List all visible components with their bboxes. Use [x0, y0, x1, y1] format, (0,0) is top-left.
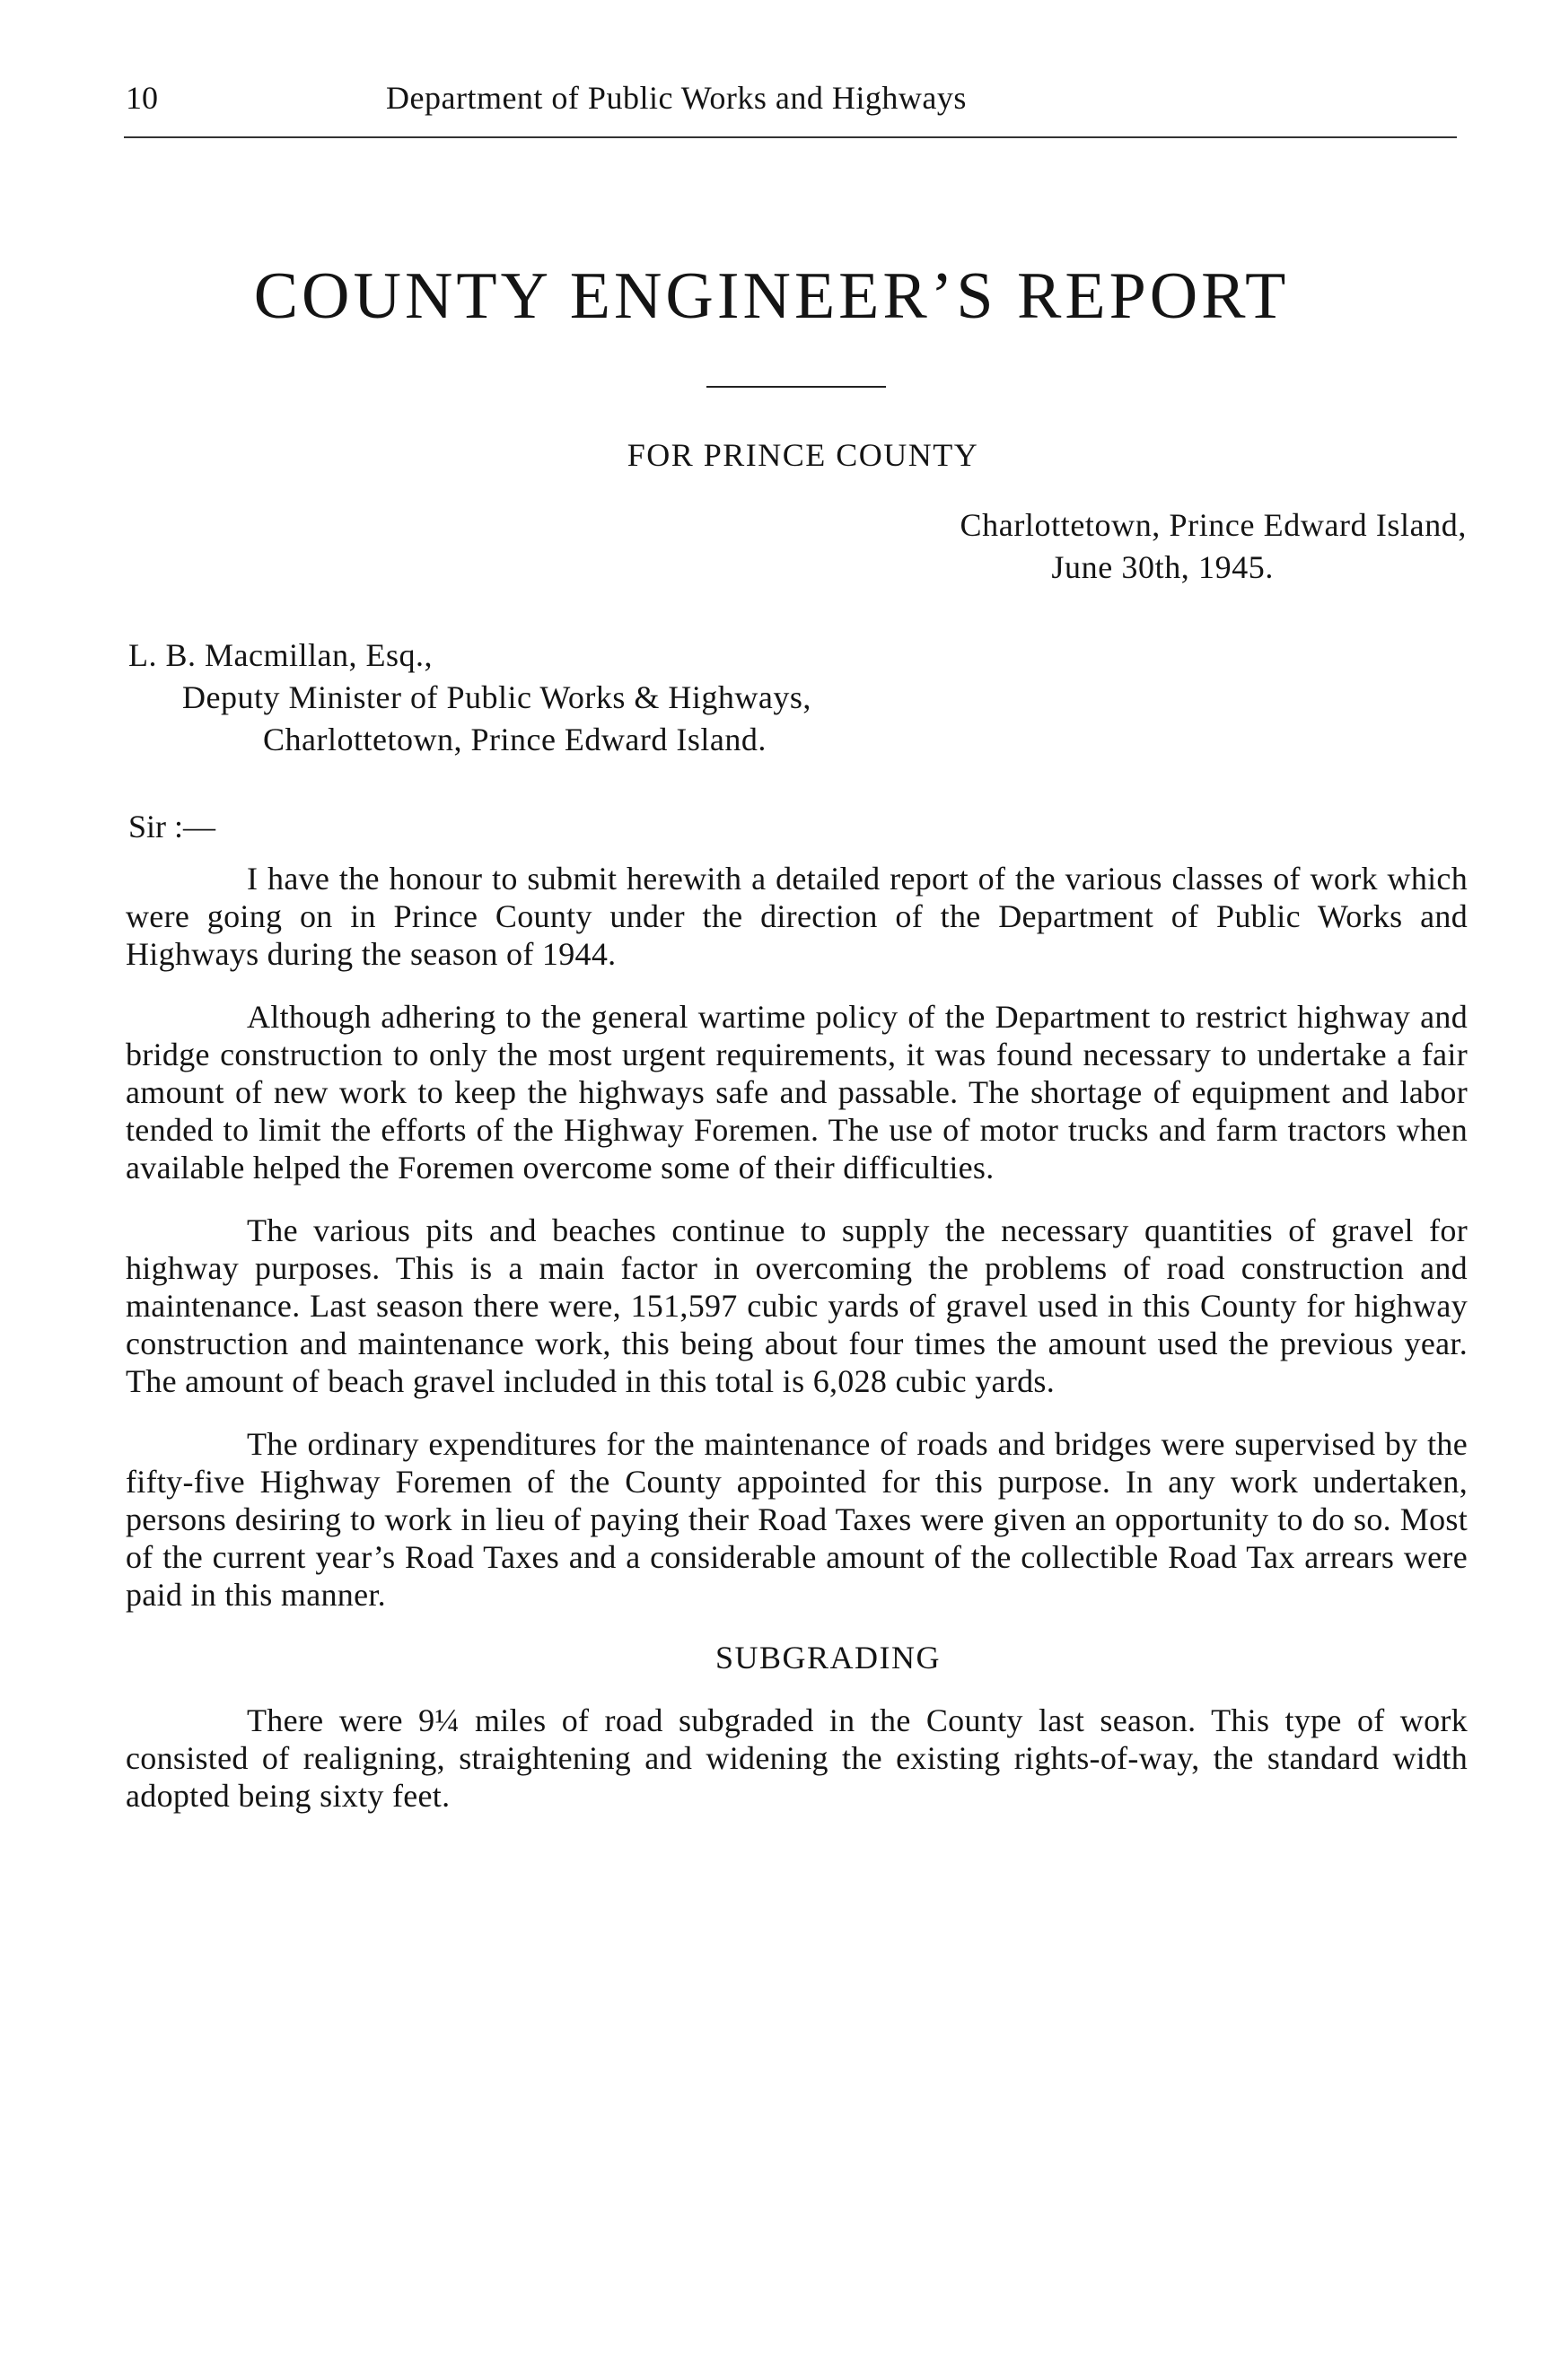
report-body	[126, 860, 1468, 1840]
running-title: Department of Public Works and Highways	[386, 80, 967, 116]
dateline-date: June 30th, 1945.	[1051, 549, 1274, 585]
report-subtitle: FOR PRINCE COUNTY	[627, 437, 979, 473]
title-divider	[706, 386, 886, 388]
page-number: 10	[126, 80, 158, 116]
dateline	[960, 504, 1467, 589]
subgrading-paragraph: There were 9¼ miles of road subgraded in the County last season. This type of work consisted of realigning, straightening and widening the existing rights-of-way, the standard width adopted being sixty feet.	[126, 1702, 1468, 1814]
body-paragraph: Although adhering to the general wartime policy of the Department to restrict highway and bridge construction to only the most urgent requirements, it was found necessary to undertake a fair amount of new work to keep the highways safe and passable. The shortage of equipment and labor tended to limit the efforts of the Highway Foremen. The use of motor trucks and farm tractors when available helped the Foremen overcome some of their difficulties.	[126, 999, 1468, 1186]
running-header	[126, 79, 1454, 124]
body-paragraph: I have the honour to submit herewith a detailed report of the various classes of work which were going on in Prince County under the direction of the Department of Public Works and Highways during the season of 1944.	[126, 861, 1468, 972]
body-paragraph: The various pits and beaches continue to supply the necessary quantities of gravel for highway purposes. This is a main factor in overcoming the problems of road construction and maintenance. Last season there were, 151,597 cubic yards of gravel used in this County for highway construction and maintenance work, this being about four times the amount used the previous year. The amount of beach gravel included in this total is 6,028 cubic yards.	[126, 1212, 1468, 1399]
addressee-position: Deputy Minister of Public Works & Highways,	[182, 679, 811, 715]
section-heading-subgrading: SUBGRADING	[715, 1640, 942, 1676]
body-paragraph: The ordinary expenditures for the maintenance of roads and bridges were supervised by the fifty-five Highway Foremen of the County appointed for this purpose. In any work undertaken, persons desiring to work in lieu of paying their Road Taxes were given an opportunity to do so. Most of the current year’s Road Taxes and a considerable amount of the collectible Road Tax arrears were paid in this manner.	[126, 1426, 1468, 1613]
dateline-place: Charlottetown, Prince Edward Island,	[960, 507, 1467, 543]
addressee-location: Charlottetown, Prince Edward Island.	[263, 722, 767, 757]
addressee-name: L. B. Macmillan, Esq.,	[128, 637, 433, 673]
report-title: COUNTY ENGINEER’S REPORT	[253, 259, 1290, 333]
header-divider	[124, 136, 1457, 138]
salutation: Sir :—	[128, 809, 216, 844]
addressee-block	[128, 634, 811, 761]
